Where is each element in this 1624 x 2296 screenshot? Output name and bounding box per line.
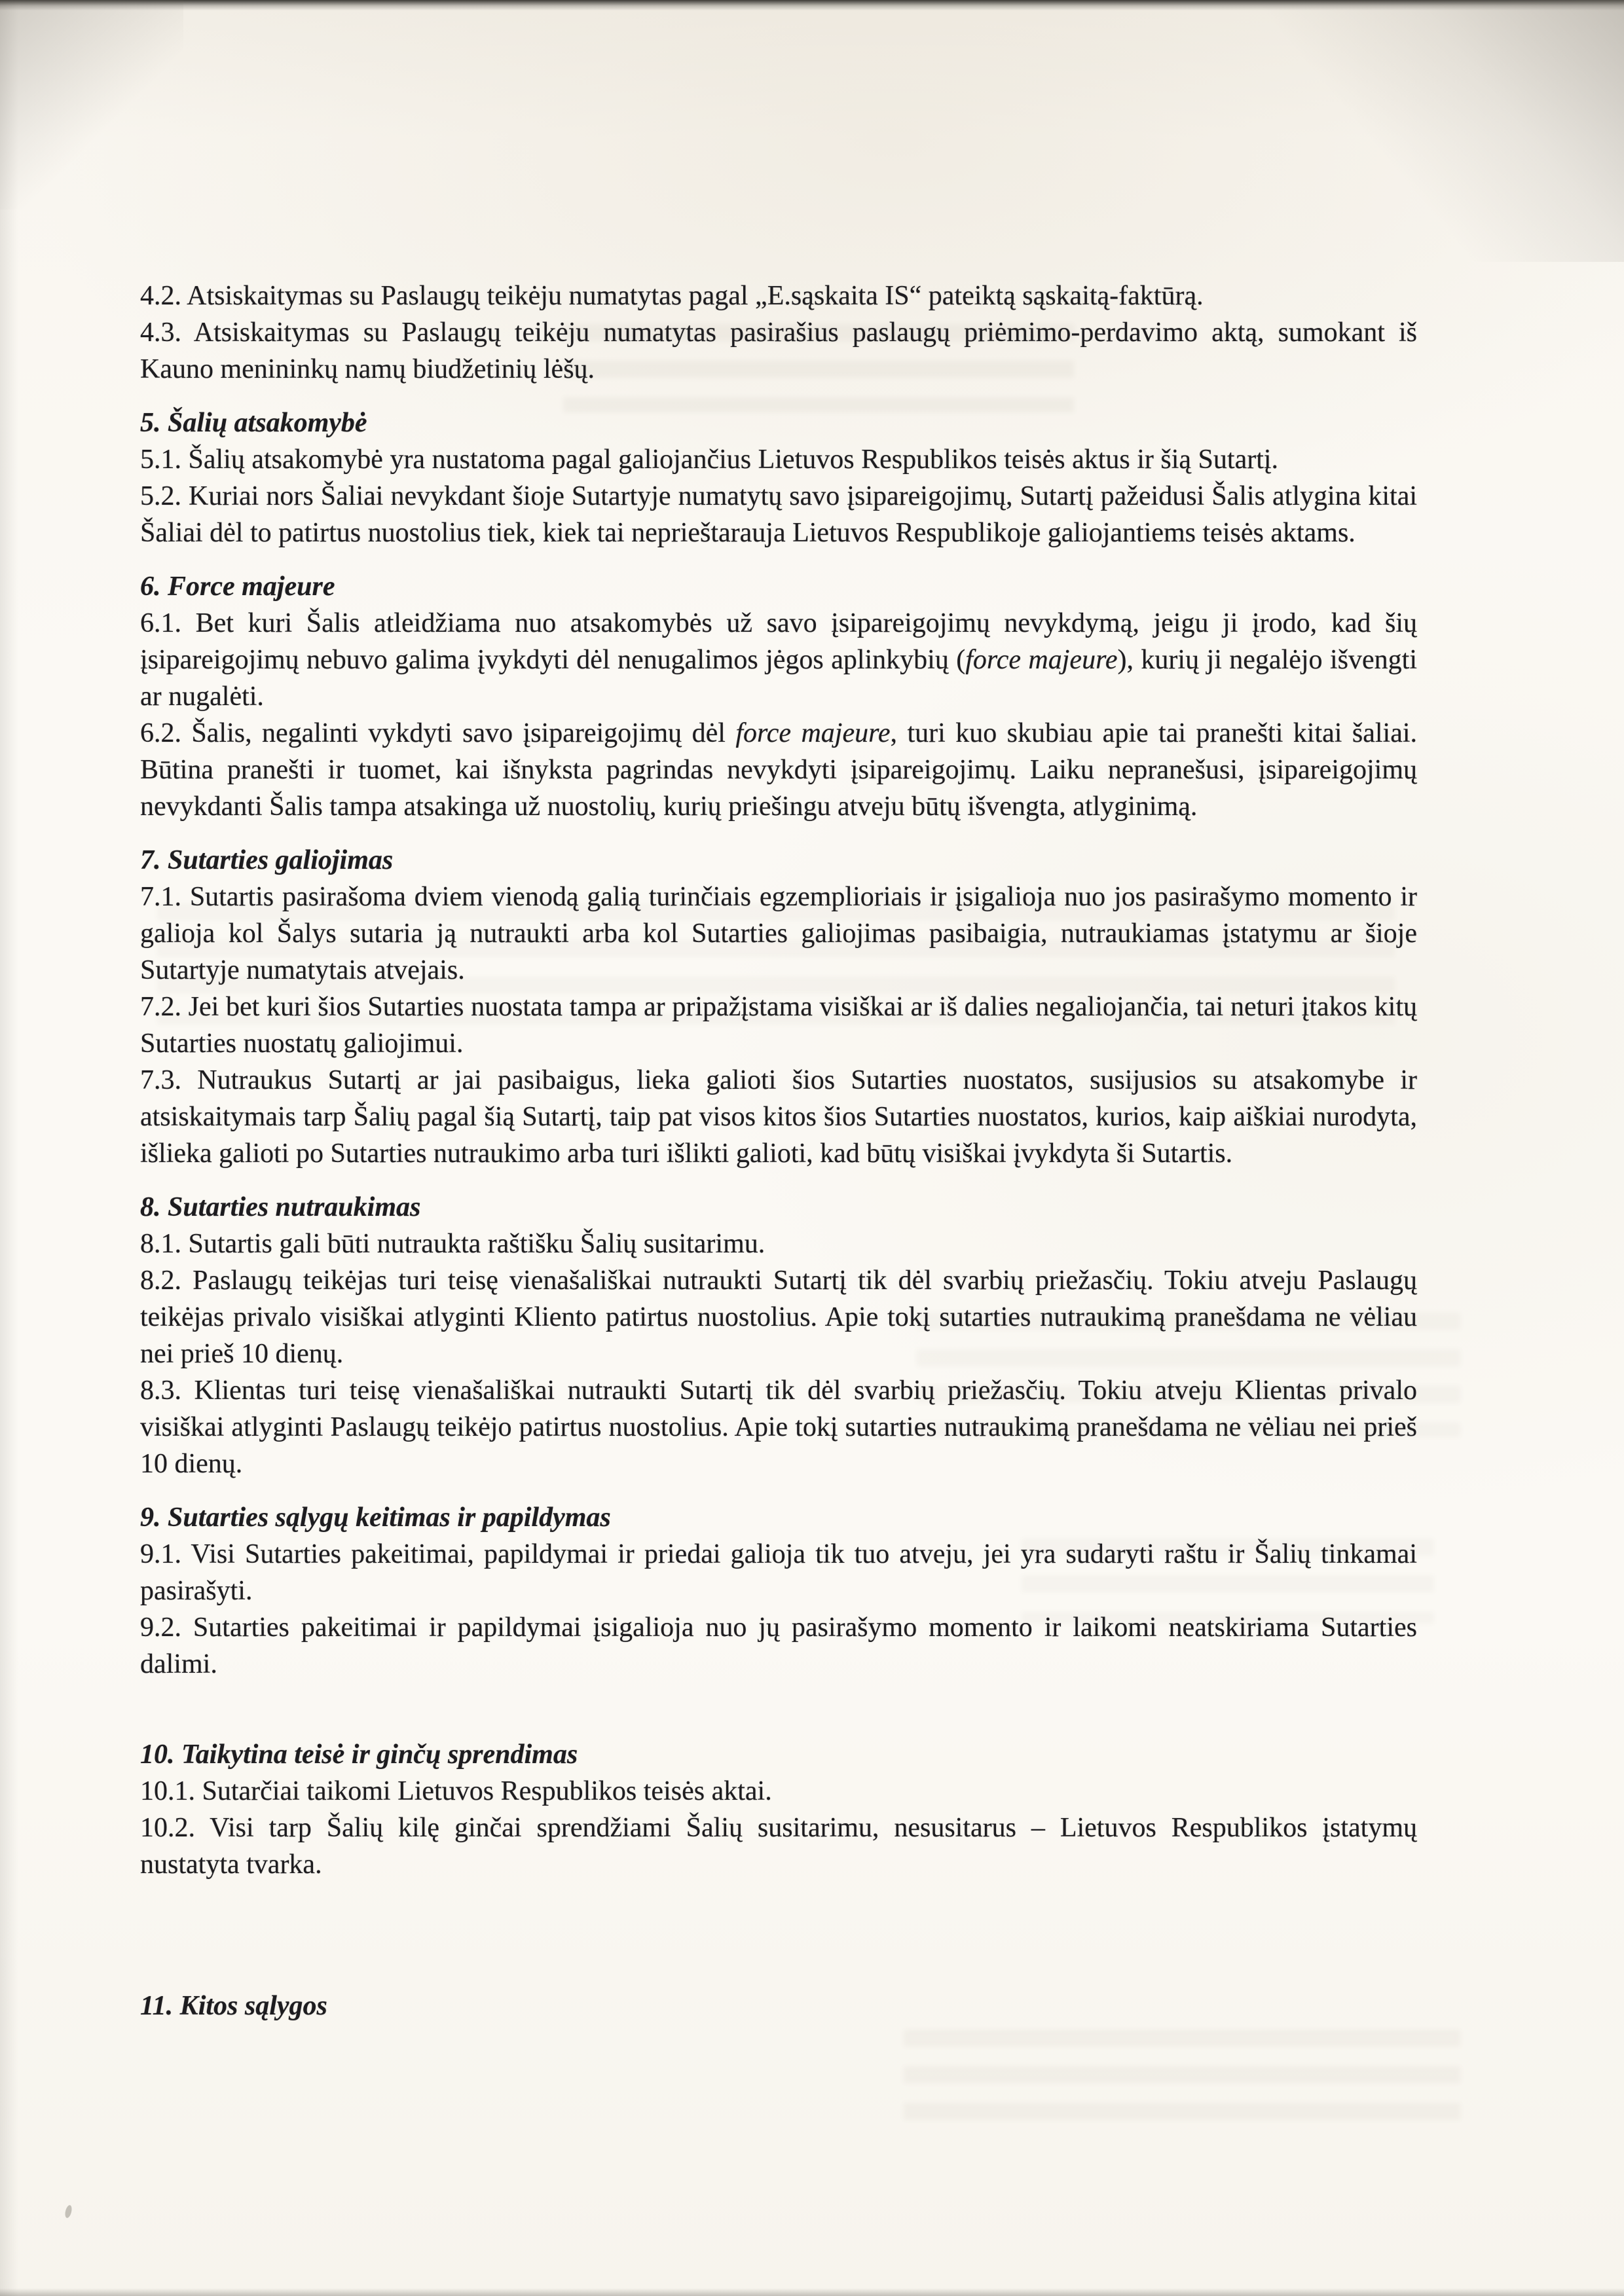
- section-8: [140, 1189, 1417, 1482]
- force-majeure-term: force majeure: [965, 645, 1118, 675]
- clause-9-2: 9.2. Sutarties pakeitimai ir papildymai įsigalioja nuo jų pasirašymo momento ir laikomi neatskiriama Sutarties dalimi.: [140, 1613, 1417, 1679]
- clause-6-2: [140, 715, 1417, 825]
- section-11: [140, 1988, 1417, 2024]
- section-9-heading: 9. Sutarties sąlygų keitimas ir papildymas: [140, 1503, 611, 1533]
- clause-6-2-text-cont: , turi kuo skubiau apie tai pranešti kitai šaliai. Būtina pranešti ir tuomet, kai išnyksta pagrindas nevykdyti įsipareigojimų. Laiku nepranešusi, įsipareigojimų nevykdanti Šalis tampa atsakinga už nuostolių, kurių priešingu atveju būtų išvengta, atlyginimą.: [140, 718, 1418, 822]
- clause-7-2: 7.2. Jei bet kuri šios Sutarties nuostata tampa ar pripažįstama visiškai ar iš dalies negaliojančia, tai neturi įtakos kitų Sutarties nuostatų galiojimui.: [140, 992, 1417, 1059]
- section-7: [140, 842, 1417, 1172]
- paper-speck-artifact: [64, 2204, 73, 2219]
- clause-5-1: 5.1. Šalių atsakomybė yra nustatoma pagal galiojančius Lietuvos Respublikos teisės aktus ir šią Sutartį.: [140, 445, 1279, 475]
- section-10-heading: 10. Taikytina teisė ir ginčų sprendimas: [140, 1740, 578, 1770]
- clause-6-1-text: 6.1. Bet kuri Šalis atleidžiama nuo atsakomybės už savo įsipareigojimų nevykdymą, jeigu ji įrodo, kad šių įsipareigojimų nebuvo galima įvykdyti dėl nenugalimos jėgos aplinkybių (: [140, 608, 1417, 675]
- clause-6-1: [140, 605, 1417, 715]
- section-6: [140, 568, 1417, 825]
- clause-8-1: 8.1. Sutartis gali būti nutraukta raštišku Šalių susitarimu.: [140, 1229, 766, 1259]
- scan-top-right-shadow: [1244, 0, 1624, 262]
- bleedthrough-text-artifact: [904, 2030, 1460, 2138]
- clause-8-3: 8.3. Klientas turi teisę vienašališkai nutraukti Sutartį tik dėl svarbių priežasčių. Tokiu atveju Klientas privalo visiškai atlyginti Paslaugų teikėjo patirtus nuostolius. Apie tokį sutarties nutraukimą pranešdama ne vėliau nei prieš 10 dienų.: [140, 1376, 1417, 1479]
- clause-7-1: 7.1. Sutartis pasirašoma dviem vienodą galią turinčiais egzemplioriais ir įsigalioja nuo jos pasirašymo momento ir galioja kol Šalys sutaria ją nutraukti arba kol Sutarties galiojimas pasibaigia, nutraukiamas įstatymu ar šioje Sutartyje numatytais atvejais.: [140, 882, 1417, 985]
- section-5-heading: 5. Šalių atsakomybė: [140, 408, 367, 438]
- scan-top-left-shadow: [0, 0, 183, 210]
- clause-9-1: 9.1. Visi Sutarties pakeitimai, papildymai ir priedai galioja tik tuo atveju, jei yra sudaryti raštu ir Šalių tinkamai pasirašyti.: [140, 1539, 1417, 1606]
- clause-5-2: 5.2. Kuriai nors Šaliai nevykdant šioje Sutartyje numatytų savo įsipareigojimų, Sutartį pažeidusi Šalis atlygina kitai Šaliai dėl to patirtus nuostolius tiek, kiek tai neprieštarauja Lietuvos Respublikoje galiojantiems teisės aktams.: [140, 481, 1417, 548]
- clause-10-2: 10.2. Visi tarp Šalių kilę ginčai sprendžiami Šalių susitarimu, nesusitarus – Lietuvos Respublikos įstatymų nustatyta tvarka.: [140, 1813, 1417, 1880]
- section-7-heading: 7. Sutarties galiojimas: [140, 845, 394, 875]
- contract-body: [140, 278, 1417, 2024]
- clause-4-2: 4.2. Atsiskaitymas su Paslaugų teikėju numatytas pagal „E.sąskaita IS“ pateiktą sąskaitą-faktūrą.: [140, 281, 1204, 311]
- scan-left-edge-shade: [0, 0, 18, 2296]
- clause-6-1-text-cont: ), kurių ji negalėjo išvengti ar nugalėti.: [140, 645, 1417, 712]
- clause-6-2-text: 6.2. Šalis, negalinti vykdyti savo įsipareigojimų dėl: [140, 718, 736, 748]
- clause-10-1: 10.1. Sutarčiai taikomi Lietuvos Respublikos teisės aktai.: [140, 1776, 772, 1806]
- section-8-heading: 8. Sutarties nutraukimas: [140, 1192, 421, 1222]
- section-9: [140, 1499, 1417, 1683]
- section-5: [140, 405, 1417, 551]
- section-6-heading: 6. Force majeure: [140, 572, 335, 602]
- clause-7-3: 7.3. Nutraukus Sutartį ar jai pasibaigus, lieka galioti šios Sutarties nuostatos, susijusios su atsakomybe ir atsiskaitymais tarp Šalių pagal šią Sutartį, taip pat visos kitos šios Sutarties nuostatos, kurios, kaip aiškiai nurodyta, išlieka galioti po Sutarties nutraukimo arba turi išlikti galioti, kad būtų visiškai įvykdyta ši Sutartis.: [140, 1065, 1417, 1169]
- section-11-heading: 11. Kitos sąlygos: [140, 1991, 327, 2021]
- force-majeure-term: force majeure: [735, 718, 891, 748]
- clause-8-2: 8.2. Paslaugų teikėjas turi teisę vienašališkai nutraukti Sutartį tik dėl svarbių priežasčių. Tokiu atveju Paslaugų teikėjas privalo visiškai atlyginti Kliento patirtus nuostolius. Apie tokį sutarties nutraukimą pranešdama ne vėliau nei prieš 10 dienų.: [140, 1266, 1417, 1369]
- scan-bottom-edge-shade: [0, 2288, 1624, 2296]
- clause-4-3: 4.3. Atsiskaitymas su Paslaugų teikėju numatytas pasirašius paslaugų priėmimo-perdavimo aktą, sumokant iš Kauno menininkų namų biudžetinių lėšų.: [140, 318, 1417, 384]
- section-10: [140, 1736, 1417, 1883]
